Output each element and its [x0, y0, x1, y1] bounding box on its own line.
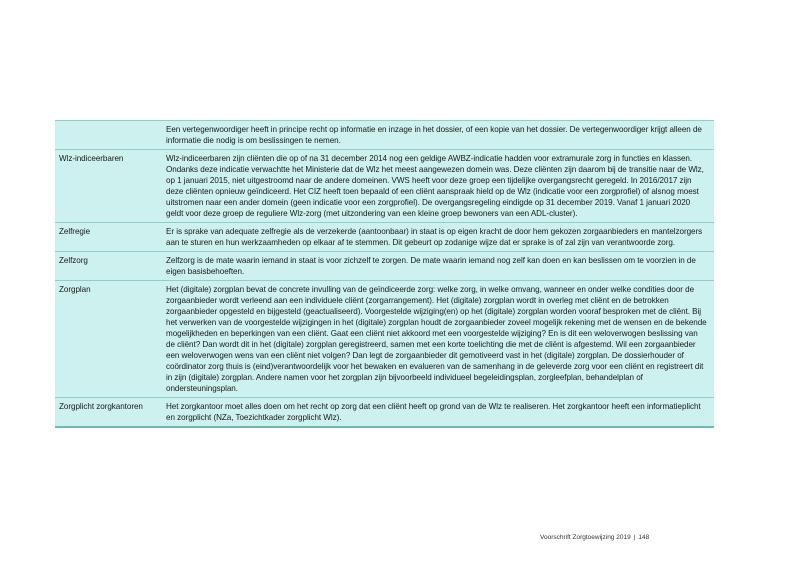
table-row: [55, 252, 714, 281]
glossary-definition: Wlz-indiceerbaren zijn cliënten die op of na 31 december 2014 nog een geldige AWBZ-indicatie hadden voor extramurale zorg in functies en klassen. Ondanks deze indicatie verwachtte het Ministerie dat de Wlz het meest aangewezen domein was. Deze cliënten zijn daarom bij de transitie naar de Wlz, op 1 januari 2015, niet uitgestroomd naar de andere domeinen. VWS heeft voor deze groep een tijdelijke overgangsrecht geregeld. In 2016/2017 zijn deze cliënten opnieuw geïndiceerd. Het CIZ heeft toen bepaald of een cliënt aanspraak hield op de Wlz (indicatie voor een zorgprofiel) of alsnog moest uitstromen naar een ander domein (geen indicatie voor een zorgprofiel). De overgangsregeling eindigde op 31 december 2019. Vanaf 1 januari 2020 geldt voor deze groep de reguliere Wlz-zorg (met uitzondering van een kleine groep bewoners van een ADL-cluster).: [165, 150, 714, 223]
glossary-definition: Er is sprake van adequate zelfregie als de verzekerde (aantoonbaar) in staat is op eigen kracht de door hem gekozen zorgaanbieders en mantelzorgers aan te sturen en hun werkzaamheden op elkaar af te stemmen. Dit gebeurt op zodanige wijze dat er sprake is of zal zijn van verantwoorde zorg.: [165, 223, 714, 252]
table-row: [55, 223, 714, 252]
glossary-term: Wlz-indiceerbaren: [55, 150, 165, 223]
page-number: 148: [638, 534, 650, 541]
glossary-term: Zelfzorg: [55, 252, 165, 281]
glossary-definition: Het (digitale) zorgplan bevat de concrete invulling van de geïndiceerde zorg: welke zorg, in welke omvang, wanneer en onder welke condities door de zorgaanbieder wordt verleend aan een individuele cliënt (zorgarrangement). Het (digitale) zorgplan wordt in overleg met cliënt en de betrokken zorgaanbieder opgesteld en bijgesteld (geactualiseerd). Voorgestelde wijziging(en) op het (digitale) zorgplan worden vooraf besproken met de cliënt. Bij het verwerken van de voorgestelde wijzigingen in het (digitale) zorgplan houdt de zorgaanbieder zoveel mogelijk rekening met de wensen en de bekende mogelijkheden en beperkingen van een cliënt. Gaat een cliënt niet akkoord met een voorgestelde wijziging? En is dit een weloverwogen beslissing van de cliënt? Dan wordt dit in het (digitale) zorgplan geregistreerd, samen met een korte toelichting die met de cliënt is afgestemd. Wil een zorgaanbieder een weloverwogen wens van een cliënt niet volgen? Dan legt de zorgaanbieder dit gemotiveerd vast in het (digitale) zorgplan. De dossierhouder of coördinator zorg thuis is (eind)verantwoordelijk voor het bewaken en evalueren van de samenhang in de geleverde zorg voor een cliënt en registreert dit in zijn (digitale) zorgplan. Andere namen voor het zorgplan zijn bijvoorbeeld individueel begeleidingsplan, zorgleefplan, behandelplan of ondersteuningsplan.: [165, 281, 714, 398]
glossary-term: Zorgplicht zorgkantoren: [55, 398, 165, 428]
glossary-table: [55, 120, 714, 428]
glossary-definition: Een vertegenwoordiger heeft in principe recht op informatie en inzage in het dossier, of een kopie van het dossier. De vertegenwoordiger krijgt alleen de informatie die nodig is om beslissingen te nemen.: [165, 121, 714, 150]
page-footer: [540, 534, 649, 541]
glossary-term: [55, 121, 165, 150]
table-row: [55, 281, 714, 398]
table-row: [55, 150, 714, 223]
glossary-definition: Het zorgkantoor moet alles doen om het recht op zorg dat een cliënt heeft op grond van de Wlz te realiseren. Het zorgkantoor heeft een informatieplicht en zorgplicht (NZa, Toezichtkader zorgplicht Wlz).: [165, 398, 714, 428]
table-row: [55, 121, 714, 150]
glossary-term: Zelfregie: [55, 223, 165, 252]
table-row: [55, 398, 714, 428]
glossary-definition: Zelfzorg is de mate waarin iemand in staat is voor zichzelf te zorgen. De mate waarin iemand nog zelf kan doen en kan beslissen om te voorzien in de eigen basisbehoeften.: [165, 252, 714, 281]
glossary-term: Zorgplan: [55, 281, 165, 398]
footer-document-title: Voorschrift Zorgtoewijzing 2019: [540, 534, 631, 541]
footer-separator: |: [633, 534, 636, 541]
